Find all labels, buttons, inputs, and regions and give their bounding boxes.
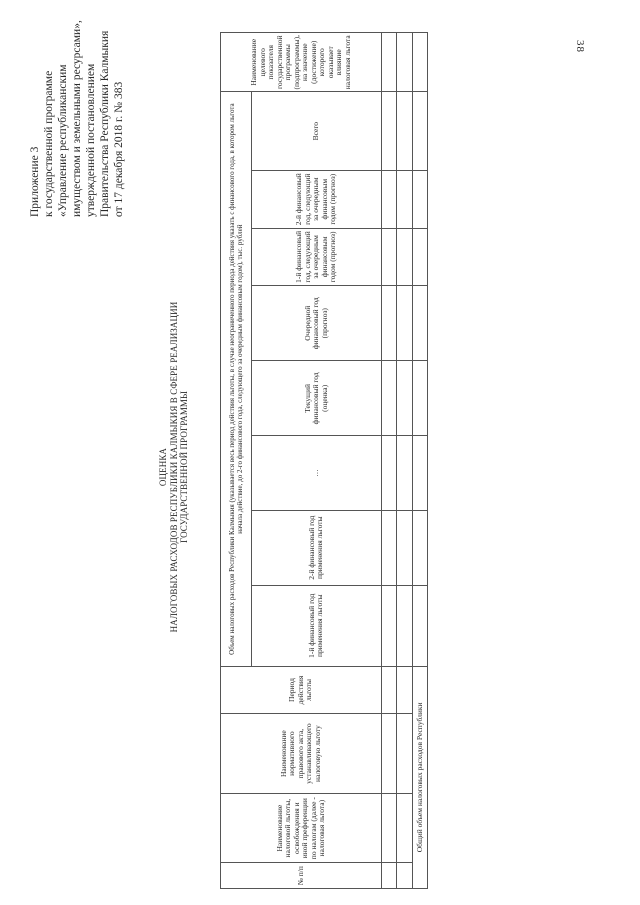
total-label: Общий объем налоговых расходов Республики bbox=[412, 666, 427, 888]
header-current-year: Текущий финансовый год (оценка) bbox=[251, 361, 382, 436]
header-num: № п/п bbox=[221, 863, 382, 889]
rotated-sheet bbox=[24, 22, 584, 897]
header-benefit-name: Наименование налоговой льготы, освобождения и иной преференции по налогам (далее - налоговая льгота) bbox=[221, 793, 382, 862]
appendix-line: Правительства Республики Калмыкия bbox=[99, 30, 111, 217]
page-number: 38 bbox=[574, 40, 586, 53]
header-total: Всего bbox=[251, 92, 382, 170]
table-row bbox=[397, 33, 412, 889]
appendix-line: «Управление республиканским bbox=[57, 64, 69, 217]
table-row bbox=[382, 33, 397, 889]
header-legal-act: Наименование нормативного правового акта, устанавливающего налоговую льготу bbox=[221, 714, 382, 794]
header-next-year: Очередной финансовый год (прогноз) bbox=[251, 286, 382, 361]
header-year-1: 1-й финансовый год применения льготы bbox=[251, 585, 382, 666]
header-period: Период действия льготы bbox=[221, 666, 382, 714]
appendix-line: к государственной программе bbox=[43, 70, 55, 217]
total-row bbox=[412, 33, 427, 889]
header-indicator: Наименование целевого показателя государственной программы (подпрограммы), на значение (достижение) которого оказывает влияние налоговая льгота bbox=[221, 33, 382, 93]
title-line: ГОСУДАРСТВЕННОЙ ПРОГРАММЫ bbox=[179, 391, 189, 543]
header-year-2: 2-й финансовый год применения льготы bbox=[251, 510, 382, 585]
title-line: НАЛОГОВЫХ РАСХОДОВ РЕСПУБЛИКИ КАЛМЫКИЯ В СФЕРЕ РЕАЛИЗАЦИИ bbox=[168, 301, 179, 633]
appendix-line: имуществом и земельными ресурсами», bbox=[71, 20, 83, 217]
title-line: ОЦЕНКА bbox=[158, 447, 168, 487]
header-ellipsis: … bbox=[251, 436, 382, 510]
header-volume-group: Объем налоговых расходов Республики Калмыкия (указывается весь период действия льготы, в случае неограниченного периода действия указать с финансового года, в котором льгота начала действие, до 2-го финансового года, следующего за очередным финансовым годом), тыс. рублей bbox=[221, 92, 252, 666]
document-title bbox=[158, 187, 190, 747]
appendix-line: Приложение 3 bbox=[29, 146, 41, 217]
appendix-line: от 17 декабря 2018 г. № 383 bbox=[113, 81, 125, 217]
tax-expenditure-table bbox=[220, 32, 428, 889]
appendix-block bbox=[28, 17, 126, 217]
appendix-line: утвержденной постановлением bbox=[85, 63, 97, 217]
header-next-plus-1: 1-й финансовый год, следующий за очередным финансовым годом (прогноз) bbox=[251, 228, 382, 286]
header-next-plus-2: 2-й финансовый год, следующий за очередным финансовым годом (прогноз) bbox=[251, 170, 382, 228]
